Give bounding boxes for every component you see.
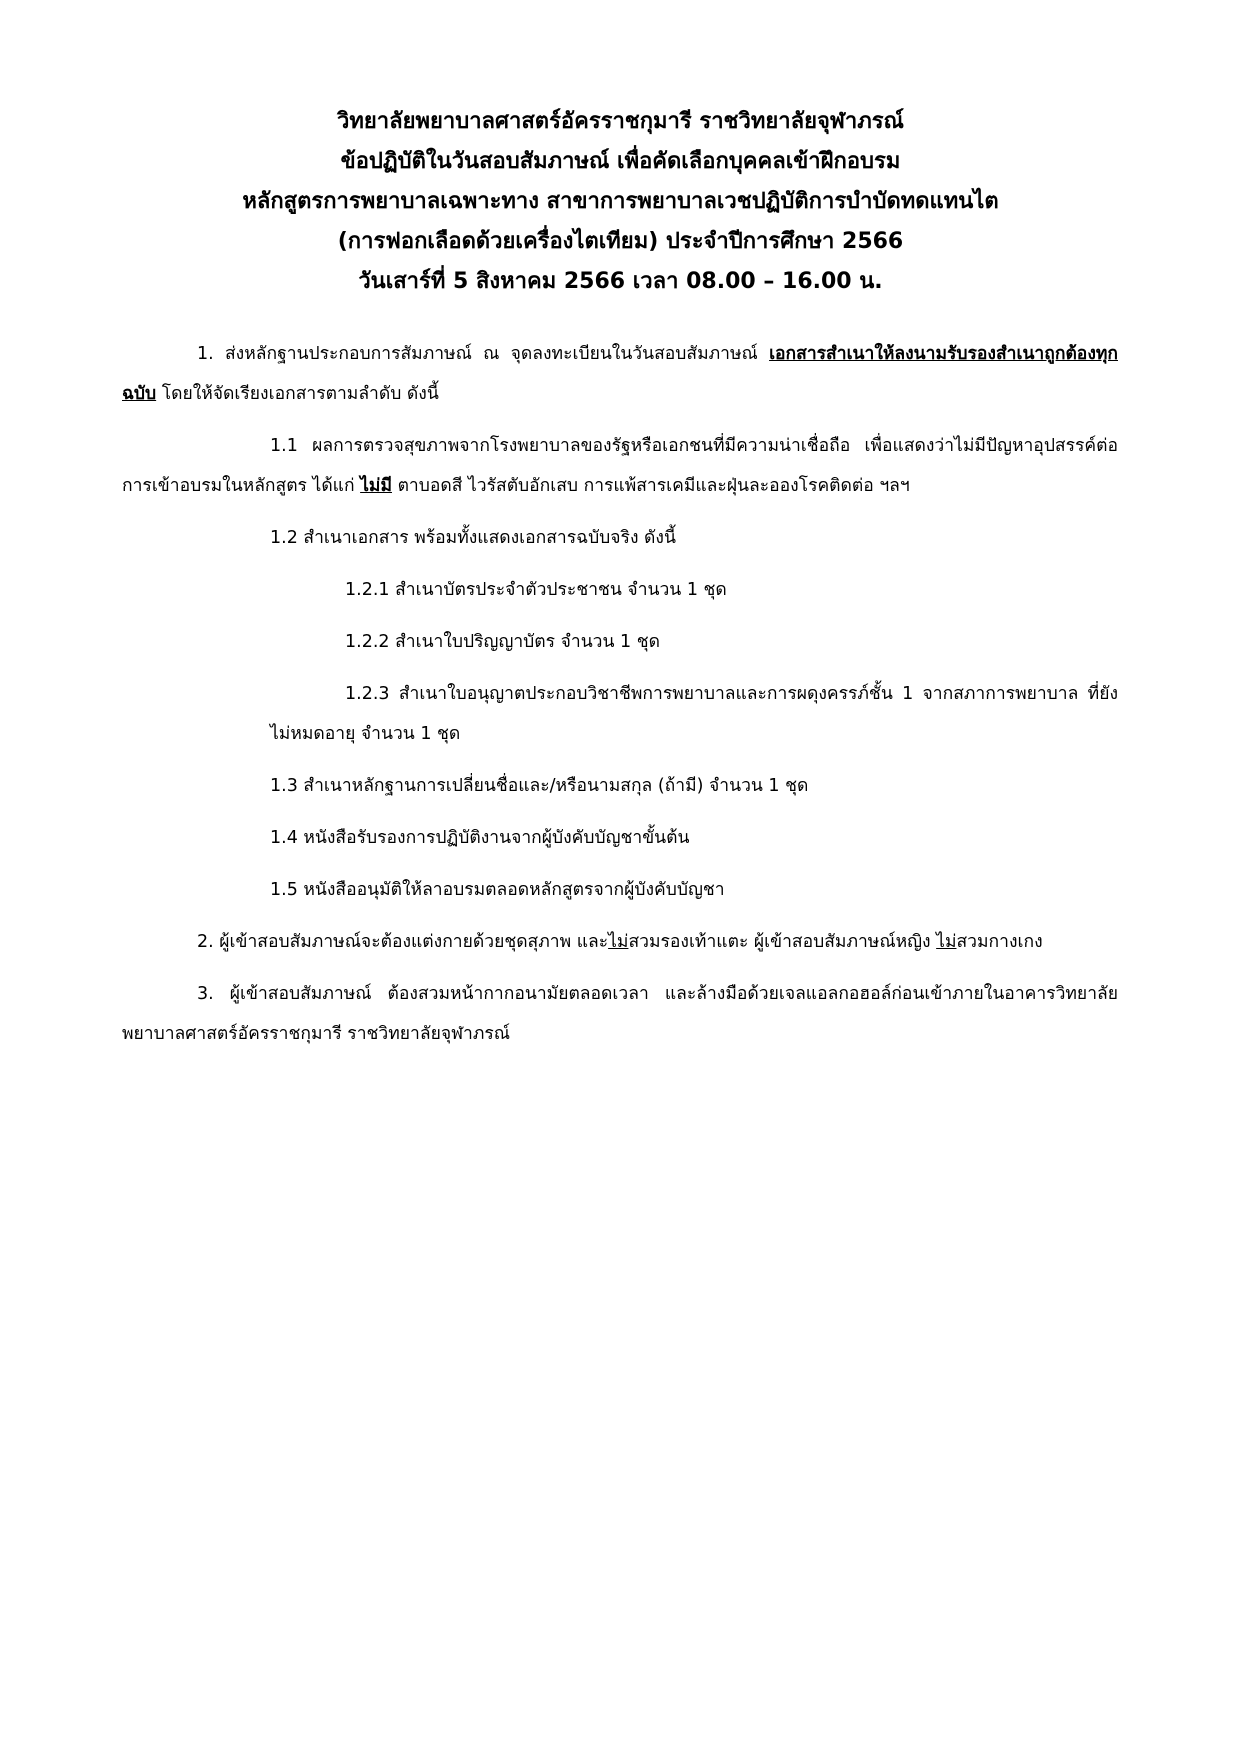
item-2-text-end: สวมกางเกง [956,932,1043,952]
item-2-text-mid: สวมรองเท้าแตะ ผู้เข้าสอบสัมภาษณ์หญิง [628,932,937,952]
item-1-2-3: 1.2.3 สำเนาใบอนุญาตประกอบวิชาชีพการพยาบาลและการผดุงครรภ์ชั้น 1 จากสภาการพยาบาล ที่ยังไม่หมดอายุ จำนวน 1 ชุด [270,684,1118,744]
item-3: 3. ผู้เข้าสอบสัมภาษณ์ ต้องสวมหน้ากากอนามัยตลอดเวลา และล้างมือด้วยเจลแอลกอฮอล์ก่อนเข้าภายในอาคารวิทยาลัยพยาบาลศาสตร์อัครราชกุมารี ราชวิทยาลัยจุฬาภรณ์ [122,984,1118,1044]
item-1 [122,334,1118,414]
item-1-5: 1.5 หนังสืออนุมัติให้ลาอบรมตลอดหลักสูตรจากผู้บังคับบัญชา [270,880,725,900]
header-line-1: วิทยาลัยพยาบาลศาสตร์อัครราชกุมารี ราชวิทยาลัยจุฬาภรณ์ [337,109,904,134]
header-line-3: หลักสูตรการพยาบาลเฉพาะทาง สาขาการพยาบาลเวชปฏิบัติการบำบัดทดแทนไต [242,189,999,214]
header-line-4: (การฟอกเลือดด้วยเครื่องไตเทียม) ประจำปีการศึกษา 2566 [337,229,904,254]
item-1-4: 1.4 หนังสือรับรองการปฏิบัติงานจากผู้บังคับบัญชาขั้นต้น [270,828,690,848]
item-1-1-emphasis: ไม่มี [360,476,392,496]
item-2-underline-1: ไม่ [608,932,629,952]
item-2-text: 2. ผู้เข้าสอบสัมภาษณ์จะต้องแต่งกายด้วยชุดสุภาพ และ [197,932,609,952]
item-1-emphasis: เอกสารสำเนาให้ลงนามรับรองสำเนาถูกต้องทุกฉบับ [122,344,1118,404]
item-1-1-text: 1.1 ผลการตรวจสุขภาพจากโรงพยาบาลของรัฐหรือเอกชนที่มีความน่าเชื่อถือ เพื่อแสดงว่าไม่มีปัญหาอุปสรรค์ต่อการเข้าอบรมในหลักสูตร ได้แก่ [122,436,1118,496]
item-1-text-end: โดยให้จัดเรียงเอกสารตามลำดับ ดังนี้ [156,384,439,404]
item-2 [122,922,1118,962]
item-2-underline-2: ไม่ [936,932,957,952]
item-1-2: 1.2 สำเนาเอกสาร พร้อมทั้งแสดงเอกสารฉบับจริง ดังนี้ [270,528,676,548]
document-header [0,102,1241,302]
item-1-3: 1.3 สำเนาหลักฐานการเปลี่ยนชื่อและ/หรือนามสกุล (ถ้ามี) จำนวน 1 ชุด [270,776,809,796]
header-line-5: วันเสาร์ที่ 5 สิงหาคม 2566 เวลา 08.00 – 16.00 น. [358,269,883,294]
header-line-2: ข้อปฏิบัติในวันสอบสัมภาษณ์ เพื่อคัดเลือกบุคคลเข้าฝึกอบรม [340,149,901,174]
item-1-2-1: 1.2.1 สำเนาบัตรประจำตัวประชาชน จำนวน 1 ชุด [345,580,727,600]
item-1-text: 1. ส่งหลักฐานประกอบการสัมภาษณ์ ณ จุดลงทะเบียนในวันสอบสัมภาษณ์ [197,344,770,364]
item-1-1 [122,426,1118,506]
item-1-2-2: 1.2.2 สำเนาใบปริญญาบัตร จำนวน 1 ชุด [345,632,660,652]
document-body [122,334,1118,1066]
item-1-1-text-end: ตาบอดสี ไวรัสตับอักเสบ การแพ้สารเคมีและฝุ่นละอองโรคติดต่อ ฯลฯ [392,476,910,496]
